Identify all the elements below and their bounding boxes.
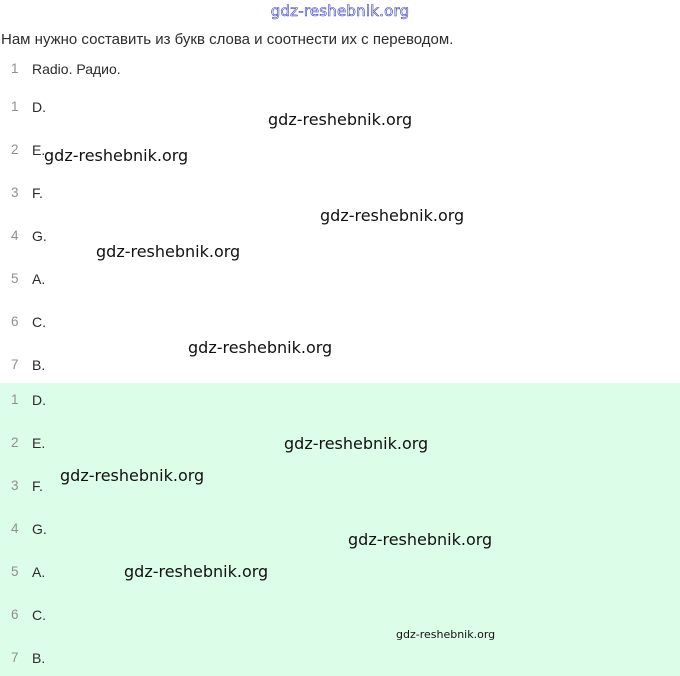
item-text: A. <box>32 564 46 580</box>
item-text: B. <box>32 650 46 666</box>
watermark: gdz-reshebnik.org <box>396 628 496 641</box>
watermark: gdz-reshebnik.org <box>284 434 429 453</box>
item-number: 1 <box>11 61 19 76</box>
watermark: gdz-reshebnik.org <box>96 242 241 261</box>
item-text: C. <box>32 314 46 330</box>
answer-item <box>0 392 680 412</box>
item-number: 3 <box>11 185 19 200</box>
item-text: A. <box>32 271 46 287</box>
item-text: E. <box>32 142 46 158</box>
watermark: gdz-reshebnik.org <box>348 530 493 549</box>
list-item <box>0 357 680 377</box>
item-text: F. <box>32 478 43 494</box>
watermark: gdz-reshebnik.org <box>44 146 189 165</box>
list-item <box>0 185 680 205</box>
watermark: gdz-reshebnik.org <box>124 562 269 581</box>
intro-text: Нам нужно составить из букв слова и соотнести их с переводом. <box>1 31 454 48</box>
item-number: 4 <box>11 521 19 536</box>
item-text: G. <box>32 521 47 537</box>
item-number: 7 <box>11 357 19 372</box>
item-number: 2 <box>11 435 19 450</box>
watermark: gdz-reshebnik.org <box>320 206 465 225</box>
item-number: 4 <box>11 228 19 243</box>
list-item <box>0 61 680 81</box>
item-number: 3 <box>11 478 19 493</box>
answer-item <box>0 564 680 584</box>
item-number: 5 <box>11 271 19 286</box>
item-text: Radio. Радио. <box>32 61 121 77</box>
item-text: C. <box>32 607 46 623</box>
watermark: gdz-reshebnik.org <box>188 338 333 357</box>
item-text: D. <box>32 392 46 408</box>
item-number: 1 <box>11 392 19 407</box>
item-number: 7 <box>11 650 19 665</box>
item-number: 6 <box>11 314 19 329</box>
watermark: gdz-reshebnik.org <box>268 110 413 129</box>
item-number: 5 <box>11 564 19 579</box>
answer-item <box>0 650 680 670</box>
site-header-watermark: gdz-reshebnik.org <box>270 2 410 20</box>
answer-block <box>0 383 680 676</box>
item-text: E. <box>32 435 46 451</box>
list-item <box>0 271 680 291</box>
item-text: G. <box>32 228 47 244</box>
item-text: F. <box>32 185 43 201</box>
item-number: 1 <box>11 99 19 114</box>
item-text: B. <box>32 357 46 373</box>
answer-item <box>0 607 680 627</box>
item-number: 2 <box>11 142 19 157</box>
list-item <box>0 314 680 334</box>
item-number: 6 <box>11 607 19 622</box>
watermark: gdz-reshebnik.org <box>60 466 205 485</box>
answer-item <box>0 521 680 541</box>
item-text: D. <box>32 99 46 115</box>
